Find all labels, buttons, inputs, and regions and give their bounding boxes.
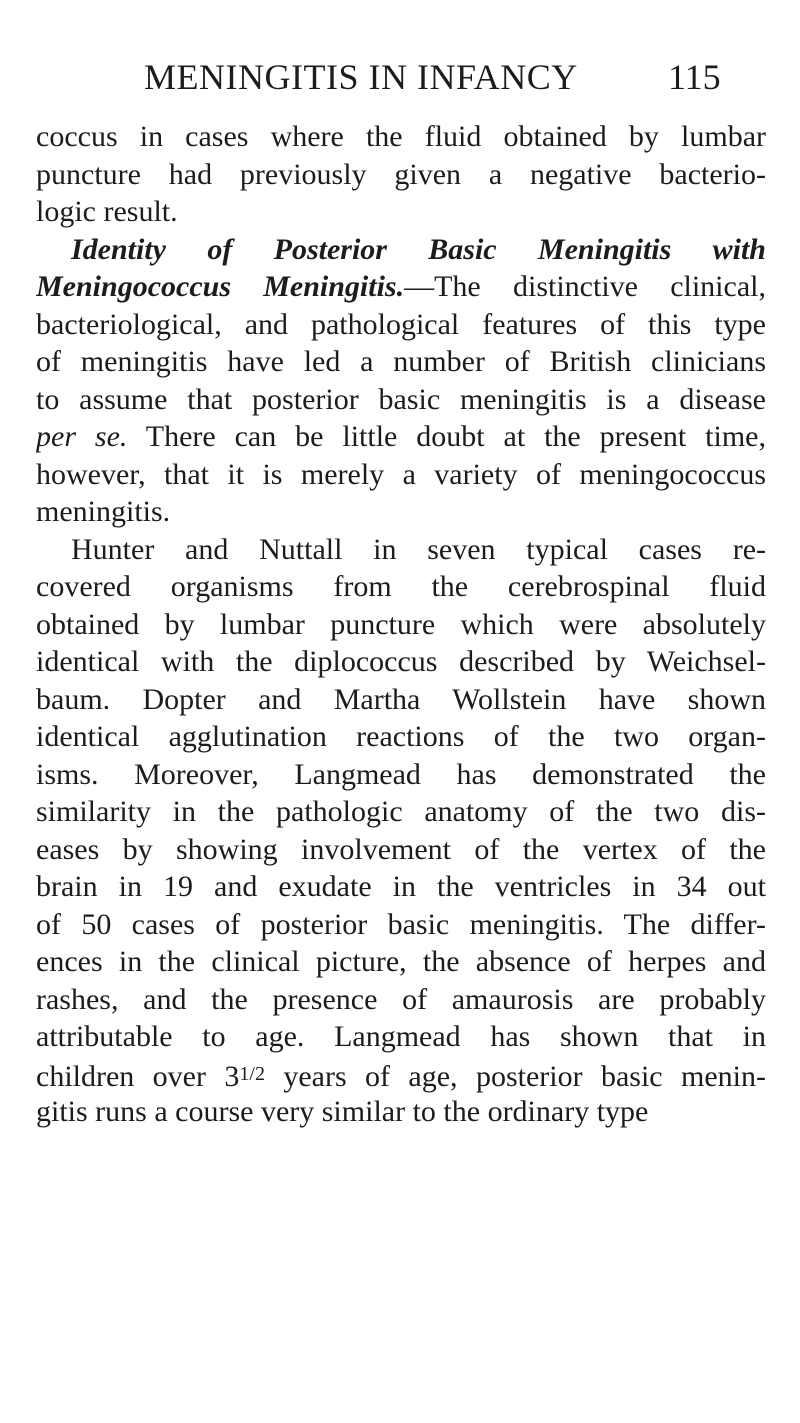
text-line xyxy=(36,418,766,456)
text-line: rashes, and the presence of amaurosis are probably xyxy=(36,982,766,1016)
text-line: of meningitis have led a number of British clinicians xyxy=(36,345,766,378)
text-line: isms. Moreover, Langmead has demonstrated the xyxy=(36,757,766,791)
running-title: MENINGITIS IN INFANCY xyxy=(144,57,578,97)
text-fragment: years of age, posterior basic menin- xyxy=(264,1059,766,1093)
text-line: meningitis. xyxy=(36,495,171,528)
text-line: bacteriological, and pathological features of this type xyxy=(36,307,766,341)
text-line: baum. Dopter and Martha Wollstein have shown xyxy=(36,682,766,716)
text-line: however, that it is merely a variety of meningococcus xyxy=(36,457,766,491)
text-line: eases by showing involvement of the vertex of the xyxy=(36,832,766,866)
text-line xyxy=(36,1056,766,1094)
page-number: 115 xyxy=(668,57,721,97)
text-line xyxy=(36,268,766,306)
section-heading: Identity of Posterior Basic Meningitis with xyxy=(71,232,766,266)
body-text xyxy=(36,118,766,1131)
fraction: 1/2 xyxy=(239,1062,265,1085)
text-line: gitis runs a course very similar to the ordinary type xyxy=(36,1095,649,1128)
text-line: identical agglutination reactions of the two organ- xyxy=(36,720,766,753)
latin-phrase: per se. xyxy=(36,420,128,453)
text-fragment: children over 3 xyxy=(36,1059,240,1093)
text-line: logic result. xyxy=(36,195,178,228)
text-line: similarity in the pathologic anatomy of the two dis- xyxy=(36,795,766,828)
text-line: coccus in cases where the fluid obtained by lumbar xyxy=(36,120,766,153)
text-line: identical with the diplococcus described by Weichsel- xyxy=(36,645,766,678)
text-line: Hunter and Nuttall in seven typical cases re- xyxy=(71,532,766,566)
text-line: brain in 19 and exudate in the ventricles in 34 out xyxy=(36,870,766,903)
text-fragment: There can be little doubt at the present time, xyxy=(127,420,766,453)
text-line: of 50 cases of posterior basic meningitis. The differ- xyxy=(36,907,766,941)
text-line: puncture had previously given a negative bacterio- xyxy=(36,157,766,191)
text-line: obtained by lumbar puncture which were absolutely xyxy=(36,607,766,641)
text-fragment: —The distinctive clinical, xyxy=(404,270,766,303)
text-line: attributable to age. Langmead has shown that in xyxy=(36,1020,766,1053)
text-line: covered organisms from the cerebrospinal fluid xyxy=(36,570,766,603)
running-header xyxy=(0,56,800,104)
text-line: to assume that posterior basic meningitis is a disease xyxy=(36,382,766,416)
text-line: ences in the clinical picture, the absence of herpes and xyxy=(36,945,766,978)
section-heading-cont: Meningococcus Meningitis. xyxy=(36,270,405,303)
